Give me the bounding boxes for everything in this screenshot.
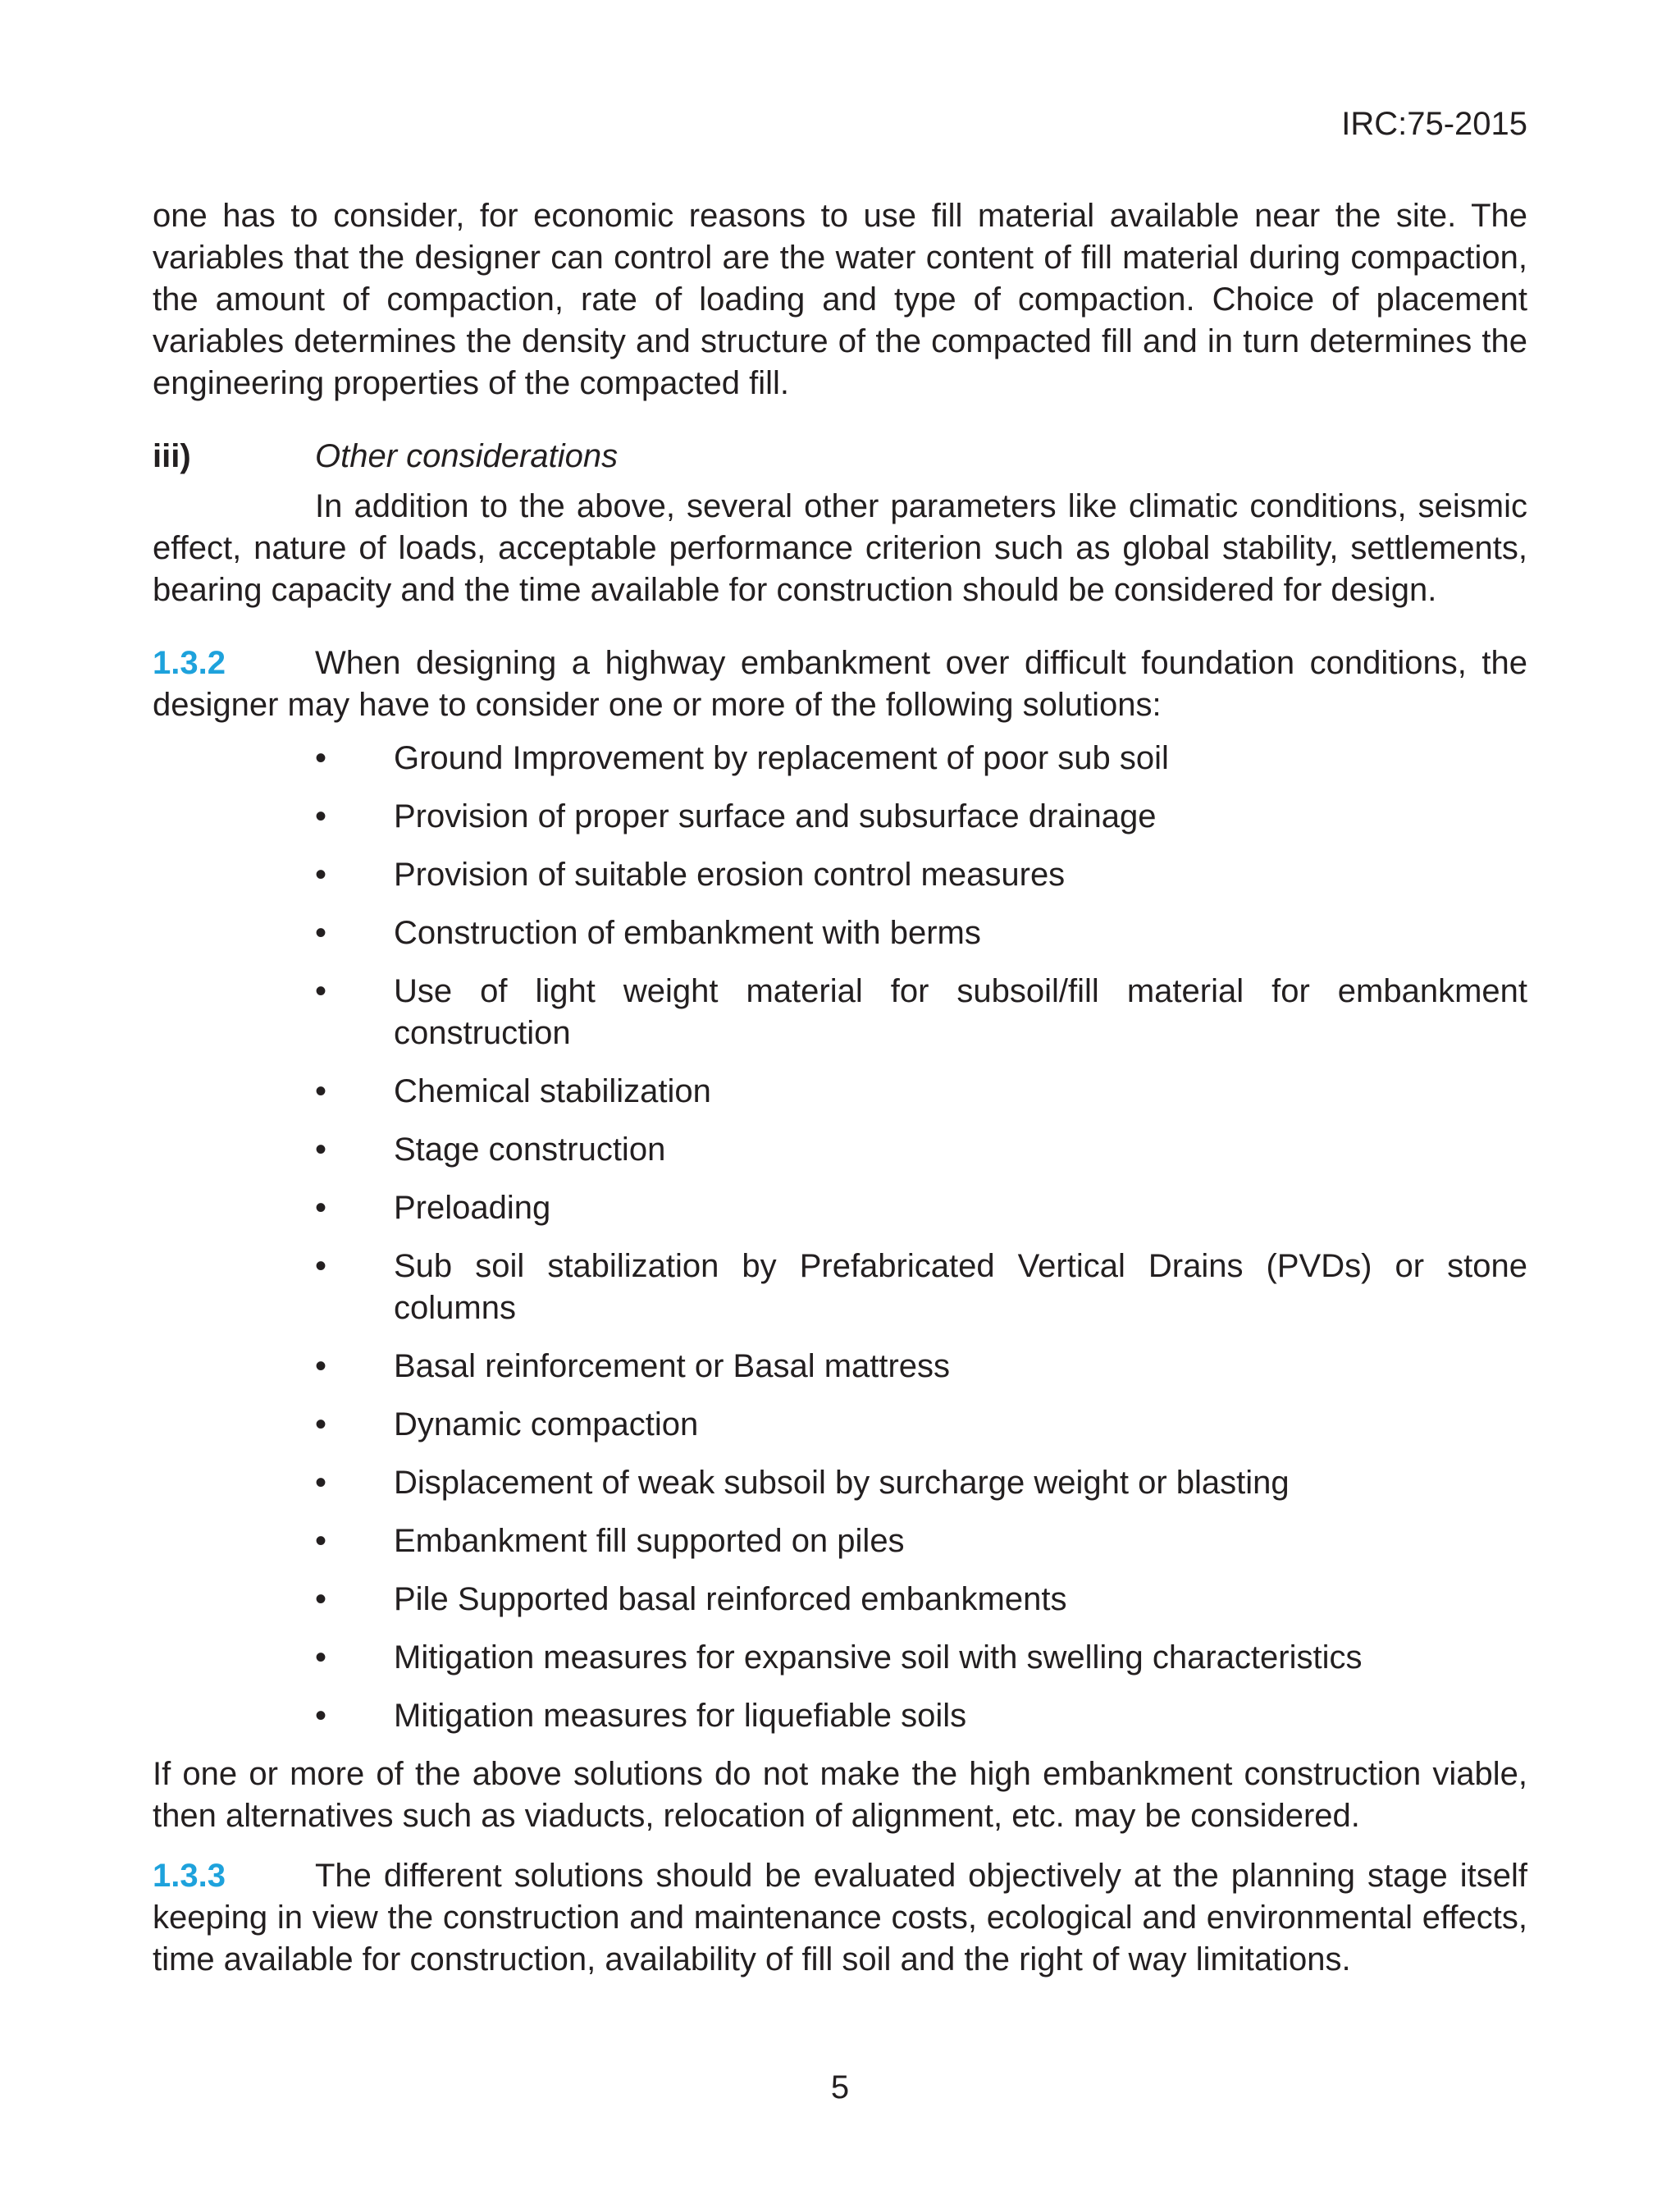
section-1-3-3-text: The different solutions should be evaluated objectively at the planning stage itself keeping in view the construction and maintenance costs, ecological and environmental effects, time available for construction, availability of fill soil and the right of way limitations.	[153, 1858, 1527, 1977]
bullet-icon: •	[315, 1073, 327, 1109]
bullet-icon: •	[315, 740, 327, 776]
list-item	[153, 1579, 1527, 1621]
bullet-icon: •	[315, 1406, 327, 1442]
section-1-3-2-paragraph	[153, 642, 1527, 726]
list-item-text: Mitigation measures for liquefiable soils	[394, 1698, 967, 1734]
subsection-heading	[153, 436, 1527, 478]
other-considerations-paragraph: In addition to the above, several other parameters like climatic conditions, seismic effect, nature of loads, acceptable performance criterion such as global stability, settlements, bearing capacity and the time available for construction should be considered for design.	[153, 488, 1527, 608]
list-item-text: Displacement of weak subsoil by surcharge weight or blasting	[394, 1465, 1290, 1501]
bullet-icon: •	[315, 1190, 327, 1226]
bullet-icon: •	[315, 1523, 327, 1559]
list-item	[153, 1129, 1527, 1171]
section-1-3-2-text: When designing a highway embankment over difficult foundation conditions, the designer may have to consider one or more of the following solutions:	[153, 645, 1527, 723]
list-item	[153, 1404, 1527, 1446]
bullet-icon: •	[315, 1639, 327, 1676]
bullet-icon: •	[315, 915, 327, 951]
list-item	[153, 912, 1527, 954]
list-item	[153, 971, 1527, 1054]
list-item-text: Ground Improvement by replacement of poor sub soil	[394, 740, 1169, 776]
bullet-icon: •	[315, 1698, 327, 1734]
list-item-text: Use of light weight material for subsoil/fill material for embankment construction	[394, 973, 1527, 1051]
bullet-icon: •	[315, 1248, 327, 1284]
list-item-text: Dynamic compaction	[394, 1406, 699, 1442]
list-item-text: Provision of suitable erosion control measures	[394, 857, 1066, 893]
bullet-icon: •	[315, 1348, 327, 1384]
subsection-title: Other considerations	[315, 438, 619, 474]
page-number: 5	[830, 2069, 850, 2105]
solutions-list	[153, 738, 1527, 1737]
bullet-icon: •	[315, 1465, 327, 1501]
list-item-text: Pile Supported basal reinforced embankments	[394, 1581, 1067, 1617]
list-item	[153, 1346, 1527, 1388]
list-item-text: Mitigation measures for expansive soil with swelling characteristics	[394, 1639, 1363, 1676]
list-item	[153, 1187, 1527, 1229]
list-item-text: Provision of proper surface and subsurface drainage	[394, 798, 1157, 834]
document-code-header: IRC:75-2015	[1341, 106, 1527, 142]
subsection-number: iii)	[153, 438, 191, 474]
section-number-1-3-3: 1.3.3	[153, 1858, 226, 1894]
list-item	[153, 1637, 1527, 1679]
alternatives-paragraph: If one or more of the above solutions do not make the high embankment construction viable, then alternatives such as viaducts, relocation of alignment, etc. may be considered.	[153, 1756, 1527, 1834]
list-item	[153, 1520, 1527, 1562]
section-1-3-3-paragraph	[153, 1855, 1527, 1981]
bullet-icon: •	[315, 1132, 327, 1168]
list-item-text: Sub soil stabilization by Prefabricated Vertical Drains (PVDs) or stone columns	[394, 1248, 1527, 1326]
list-item-text: Basal reinforcement or Basal mattress	[394, 1348, 951, 1384]
list-item	[153, 1462, 1527, 1504]
list-item-text: Stage construction	[394, 1132, 666, 1168]
list-item	[153, 796, 1527, 838]
list-item-text: Preloading	[394, 1190, 551, 1226]
section-number-1-3-2: 1.3.2	[153, 645, 226, 681]
list-item	[153, 738, 1527, 780]
list-item	[153, 1246, 1527, 1329]
list-item	[153, 854, 1527, 896]
list-item-text: Embankment fill supported on piles	[394, 1523, 905, 1559]
page-content	[153, 195, 1527, 1981]
intro-paragraph: one has to consider, for economic reasons to use fill material available near the site. The variables that the designer can control are the water content of fill material during compaction, the amount of compaction, rate of loading and type of compaction. Choice of placement variables determines the density and structure of the compacted fill and in turn determines the engineering properties of the compacted fill.	[153, 198, 1527, 401]
list-item	[153, 1071, 1527, 1113]
list-item-text: Construction of embankment with berms	[394, 915, 981, 951]
bullet-icon: •	[315, 973, 327, 1009]
bullet-icon: •	[315, 798, 327, 834]
bullet-icon: •	[315, 1581, 327, 1617]
list-item-text: Chemical stabilization	[394, 1073, 711, 1109]
bullet-icon: •	[315, 857, 327, 893]
list-item	[153, 1695, 1527, 1737]
